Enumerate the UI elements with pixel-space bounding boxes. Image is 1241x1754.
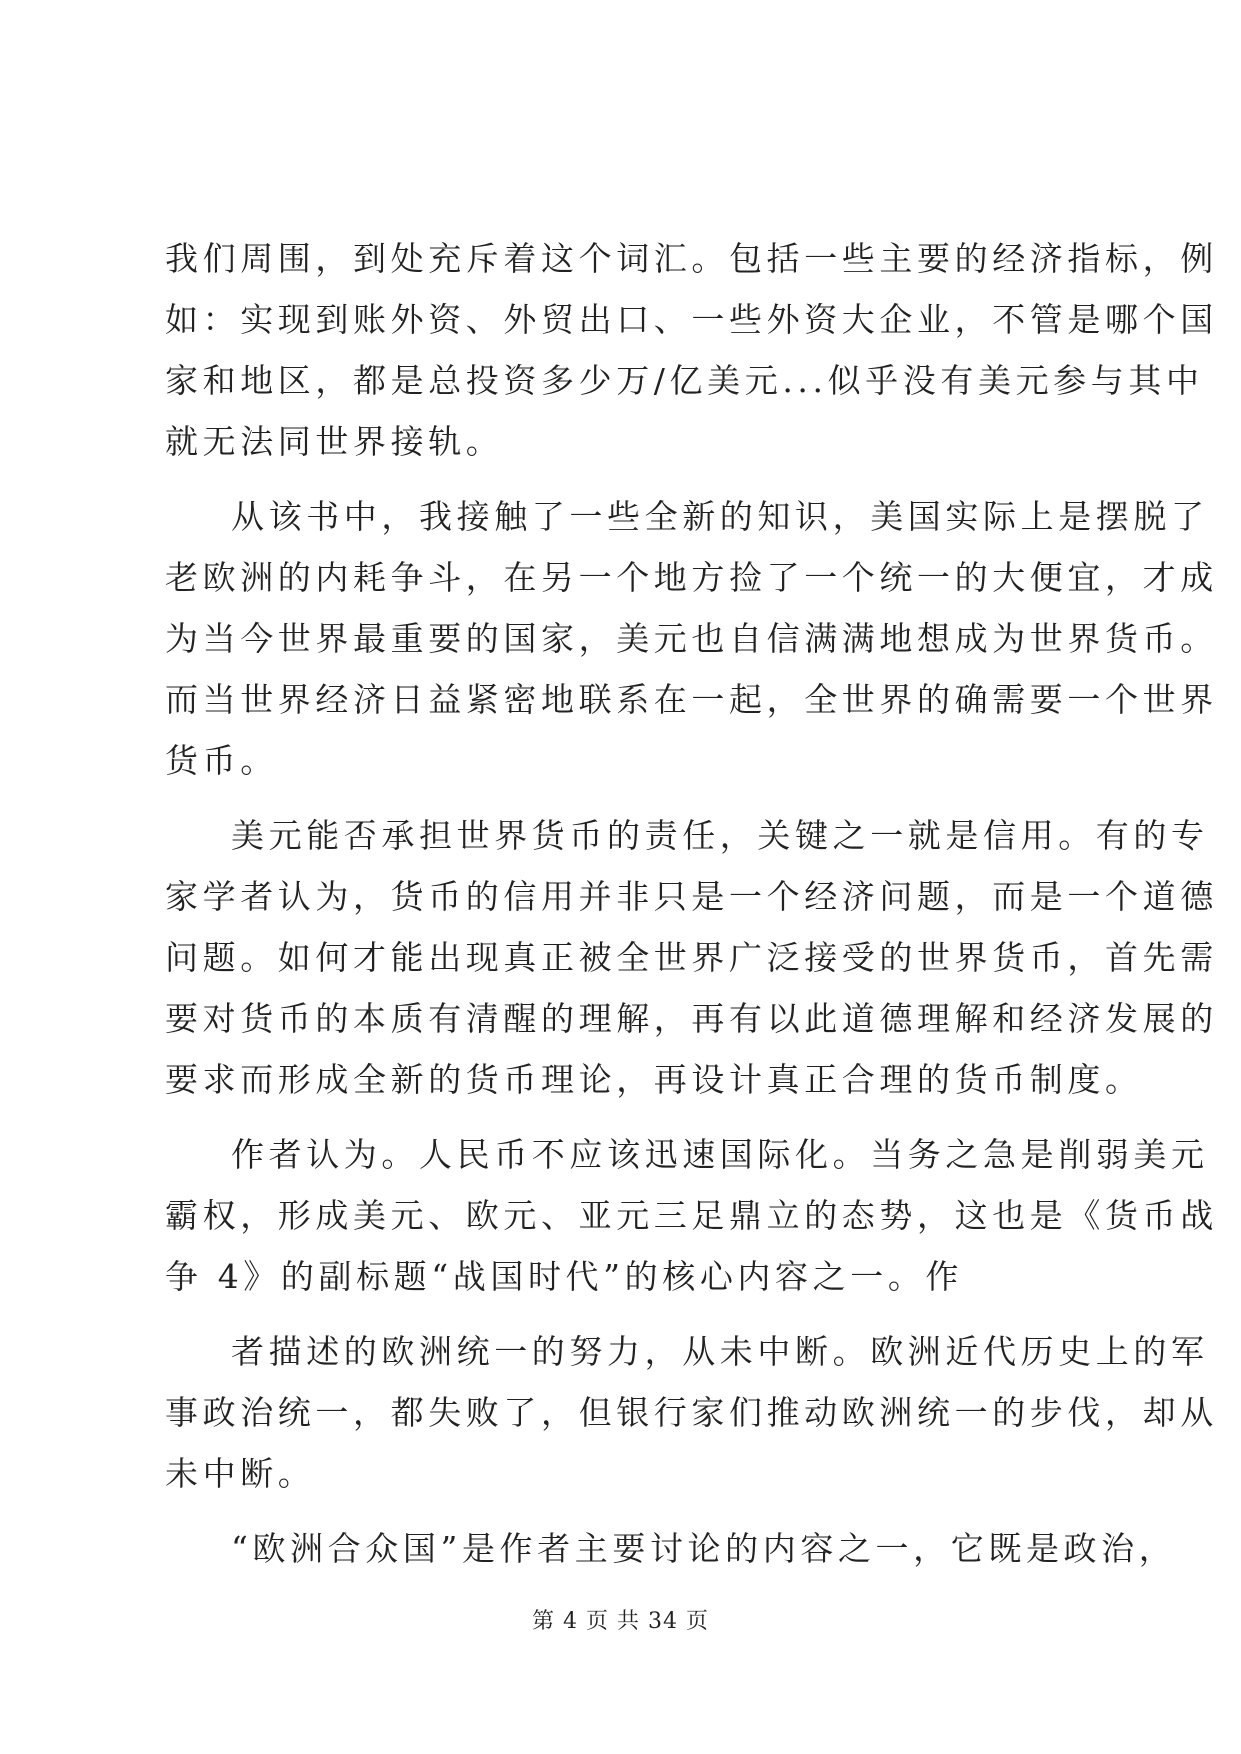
text-line: 作者认为。人民币不应该迅速国际化。当务之急是削弱美元	[231, 1135, 1209, 1174]
text-line: 者描述的欧洲统一的努力，从未中断。欧洲近代历史上的军	[231, 1332, 1209, 1371]
text-line: 问题。如何才能出现真正被全世界广泛接受的世界货币，首先需	[165, 938, 1218, 977]
text-line: 我们周围，到处充斥着这个词汇。包括一些主要的经济指标，例	[165, 239, 1218, 278]
text-line: 家和地区，都是总投资多少万/亿美元...似乎没有美元参与其中	[165, 361, 1204, 400]
paragraph-2	[165, 486, 1218, 791]
text-line: 美元能否承担世界货币的责任，关键之一就是信用。有的专	[231, 816, 1209, 855]
text-line: 事政治统一，都失败了，但银行家们推动欧洲统一的步伐，却从	[165, 1393, 1218, 1432]
paragraph-6	[165, 1518, 1177, 1579]
text-line: 就无法同世界接轨。	[165, 422, 504, 461]
paragraph-5	[165, 1321, 1218, 1504]
text-line: 老欧洲的内耗争斗，在另一个地方捡了一个统一的大便宜，才成	[165, 558, 1218, 597]
body-text	[165, 228, 1218, 1579]
text-line: “欧洲合众国”是作者主要讨论的内容之一，它既是政治，	[231, 1529, 1177, 1568]
text-line: 未中断。	[165, 1454, 316, 1493]
text-line: 货币。	[165, 741, 278, 780]
paragraph-4	[165, 1124, 1218, 1307]
text-line: 争 4》的副标题“战国时代”的核心内容之一。作	[165, 1257, 964, 1296]
text-line: 为当今世界最重要的国家，美元也自信满满地想成为世界货币。	[165, 619, 1218, 658]
text-line: 霸权，形成美元、欧元、亚元三足鼎立的态势，这也是《货币战	[165, 1196, 1218, 1235]
page-number-footer: 第 4 页 共 34 页	[532, 1609, 709, 1634]
paragraph-1	[165, 228, 1218, 472]
text-line: 而当世界经济日益紧密地联系在一起，全世界的确需要一个世界	[165, 680, 1218, 719]
text-line: 从该书中，我接触了一些全新的知识，美国实际上是摆脱了	[231, 497, 1209, 536]
text-line: 如：实现到账外资、外贸出口、一些外资大企业，不管是哪个国	[165, 300, 1218, 339]
text-line: 家学者认为，货币的信用并非只是一个经济问题，而是一个道德	[165, 877, 1218, 916]
text-line: 要求而形成全新的货币理论，再设计真正合理的货币制度。	[165, 1060, 1143, 1099]
text-line: 要对货币的本质有清醒的理解，再有以此道德理解和经济发展的	[165, 999, 1218, 1038]
paragraph-3	[165, 805, 1218, 1110]
